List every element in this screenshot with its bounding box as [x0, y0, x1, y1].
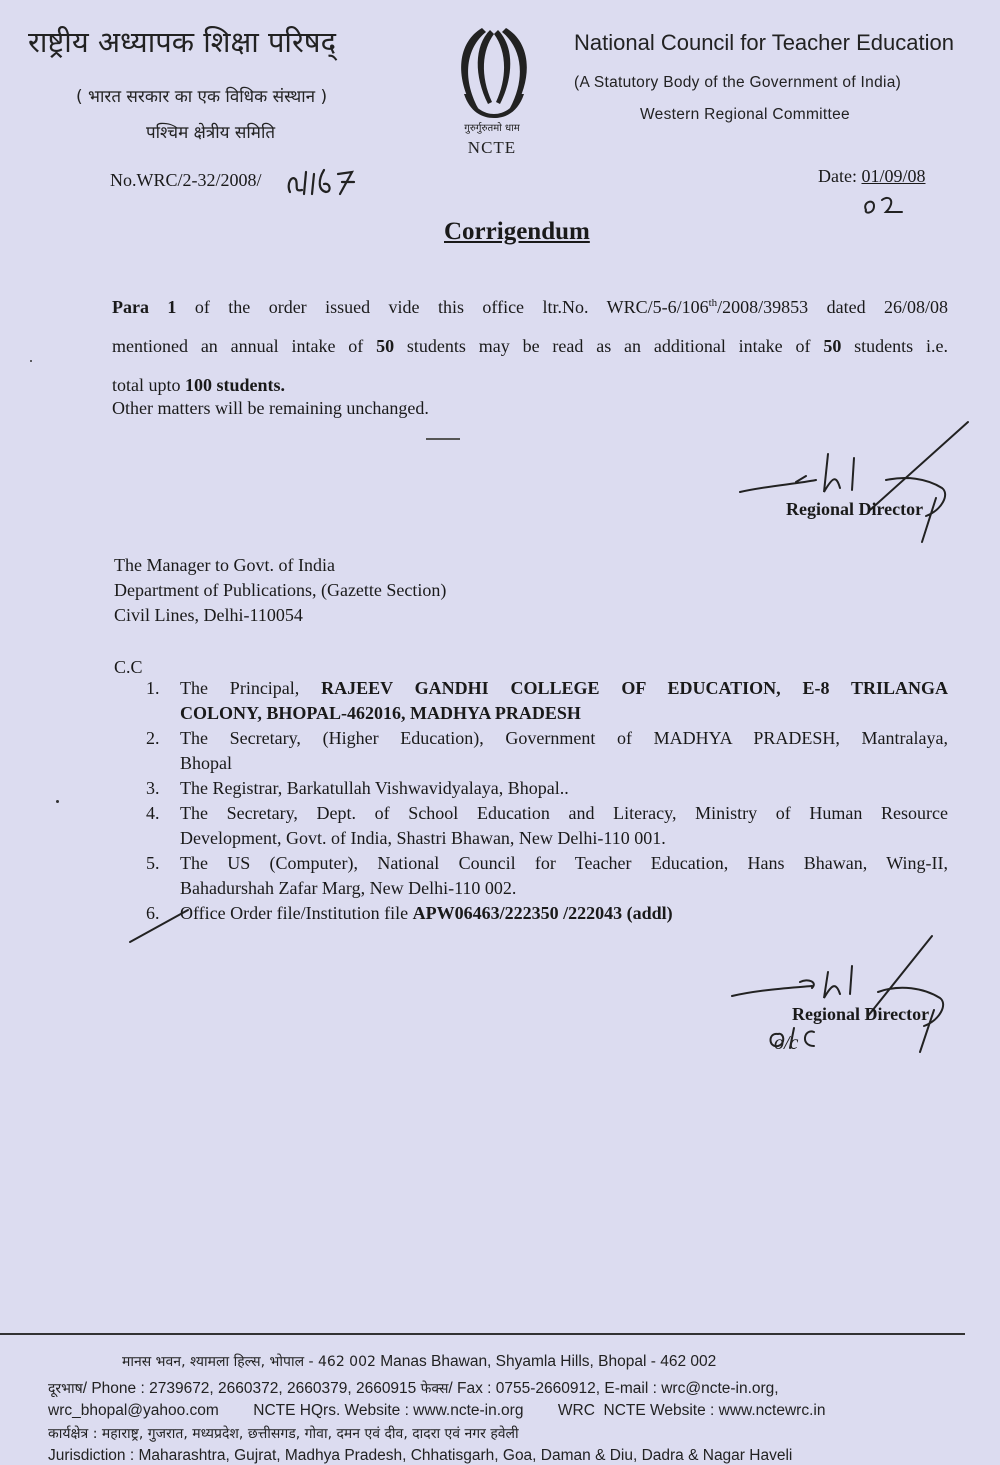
footer-rule — [0, 1333, 965, 1335]
recipient-address — [114, 553, 446, 628]
signature-1-icon — [736, 418, 976, 548]
cc-number: 5. — [146, 853, 160, 873]
hindi-subtitle: ( भारत सरकार का एक विधिक संस्थान ) — [76, 87, 328, 107]
cc-number: 2. — [146, 728, 160, 748]
cc-text: Office Order file/Institution file — [180, 903, 413, 923]
footer-address — [122, 1352, 716, 1371]
footer-jurisdiction-english: Jurisdiction : Maharashtra, Gujrat, Madhya Pradesh, Chhatisgarh, Goa, Daman & Diu, Dadra & Nagar Haveli — [48, 1447, 793, 1464]
cc-item — [146, 726, 948, 776]
line2-d: 50 — [823, 336, 842, 356]
cc-bold-text: APW06463/222350 /222043 (addl) — [412, 903, 673, 923]
footer-phone: / Phone : 2739672, 2660372, 2660379, 2660915 — [82, 1380, 417, 1397]
line2-a: mentioned an annual intake of — [112, 336, 377, 356]
handwritten-date-correction — [858, 190, 928, 220]
cc-text-2: Development, Govt. of India, Shastri Bhawan, New Delhi-110 001. — [180, 828, 666, 848]
paragraph-line-1 — [112, 284, 948, 327]
cc-item — [146, 801, 948, 851]
hindi-council-title: राष्ट्रीय अध्यापक शिक्षा परिषद् — [28, 25, 336, 59]
footer-contact — [48, 1379, 779, 1398]
cc-list — [146, 676, 948, 926]
cc-item — [146, 901, 948, 926]
cc-text-2: Bhopal — [180, 753, 232, 773]
separator-dash — [426, 438, 460, 440]
cc-text: The Secretary, (Higher Education), Government of MADHYA PRADESH, Mantralaya, — [180, 728, 948, 748]
footer-jurisdiction-hindi-text: कार्यक्षेत्र : महाराष्ट्र, गुजरात, मध्यप्रदेश, छत्तीसगड, गोवा, दमन एवं दीव, दादरा एवं नगर हवेली — [48, 1426, 519, 1442]
cc-item — [146, 676, 948, 726]
signature-2-label: Regional Director — [792, 1004, 930, 1024]
para-label: Para 1 — [112, 297, 177, 317]
address-line-3: Civil Lines, Delhi-110054 — [114, 605, 303, 625]
english-subtitle: (A Statutory Body of the Government of India) — [574, 74, 902, 91]
cc-label: C.C — [114, 657, 143, 677]
line3-b: 100 — [185, 375, 212, 395]
date-value: 01/09/08 — [861, 166, 926, 186]
line1-text: of the order issued vide this office ltr.No. WRC/5-6/106 — [176, 297, 709, 317]
cc-number: 1. — [146, 678, 160, 698]
logo-name: NCTE — [467, 138, 517, 157]
line3-c: students. — [212, 375, 286, 395]
footer-websites: wrc_bhopal@yahoo.com NCTE HQrs. Website : www.ncte-in.org WRC NCTE Website : www.nctewrc.in — [48, 1402, 826, 1419]
signature-2-icon — [728, 932, 968, 1062]
line2-e: students i.e. — [841, 336, 948, 356]
cc-text: The US (Computer), National Council for Teacher Education, Hans Bhawan, Wing-II, — [180, 853, 948, 873]
footer-fax-email: / Fax : 0755-2660912, E-mail : wrc@ncte-in.org, — [448, 1380, 779, 1397]
other-matters-line: Other matters will be remaining unchanged. — [112, 398, 429, 418]
paragraph-line-2 — [112, 327, 948, 366]
cc-item — [146, 851, 948, 901]
date-line — [818, 166, 926, 187]
cc-bold-text-2: COLONY, BHOPAL-462016, MADHYA PRADESH — [180, 703, 581, 723]
line2-c: students may be read as an additional intake of — [394, 336, 824, 356]
cc-number: 6. — [146, 903, 160, 923]
handwritten-number — [284, 162, 394, 202]
cc-number: 3. — [146, 778, 160, 798]
cc-text: The Registrar, Barkatullah Vishwavidyalaya, Bhopal.. — [180, 778, 569, 798]
logo-motto: गुरुर्गुरुतमो धाम — [464, 123, 520, 134]
line2-b: 50 — [376, 336, 395, 356]
paper-speck — [30, 360, 32, 362]
signature-2-note: o/c — [774, 1032, 799, 1054]
handwritten-strike-mark — [128, 906, 198, 946]
cc-text: The Secretary, Dept. of School Education and Literacy, Ministry of Human Resource — [180, 803, 948, 823]
cc-text: The Principal, — [180, 678, 322, 698]
cc-item — [146, 776, 948, 801]
reference-number: No.WRC/2-32/2008/ — [110, 170, 262, 190]
paper-speck — [56, 800, 59, 803]
signature-1-label: Regional Director — [786, 499, 924, 519]
footer-address-hindi: मानस भवन, श्यामला हिल्स, भोपाल - 462 002 — [122, 1354, 376, 1370]
english-region: Western Regional Committee — [640, 106, 850, 123]
cc-bold-text: RAJEEV GANDHI COLLEGE OF EDUCATION, E-8 TRILANGA — [321, 678, 948, 698]
address-line-1: The Manager to Govt. of India — [114, 555, 335, 575]
date-label: Date: — [818, 166, 857, 186]
footer-jurisdiction-hindi — [48, 1424, 519, 1443]
cc-number: 4. — [146, 803, 160, 823]
corrigendum-paragraph — [112, 284, 948, 405]
hindi-region: पश्चिम क्षेत्रीय समिति — [146, 123, 276, 143]
cc-text-2: Bahadurshah Zafar Marg, New Delhi-110 002. — [180, 878, 517, 898]
footer-address-english: Manas Bhawan, Shyamla Hills, Bhopal - 462 002 — [380, 1353, 717, 1370]
line1-superscript: th — [708, 297, 718, 309]
footer-fax-hindi: फेक्स — [420, 1381, 449, 1397]
line3-a: total upto — [112, 375, 185, 395]
address-line-2: Department of Publications, (Gazette Section) — [114, 580, 447, 600]
line1-end: /2008/39853 dated 26/08/08 — [717, 297, 949, 317]
document-heading: Corrigendum — [444, 218, 590, 245]
english-council-title: National Council for Teacher Education — [574, 30, 954, 55]
footer-phone-hindi: दूरभाष — [48, 1381, 83, 1397]
